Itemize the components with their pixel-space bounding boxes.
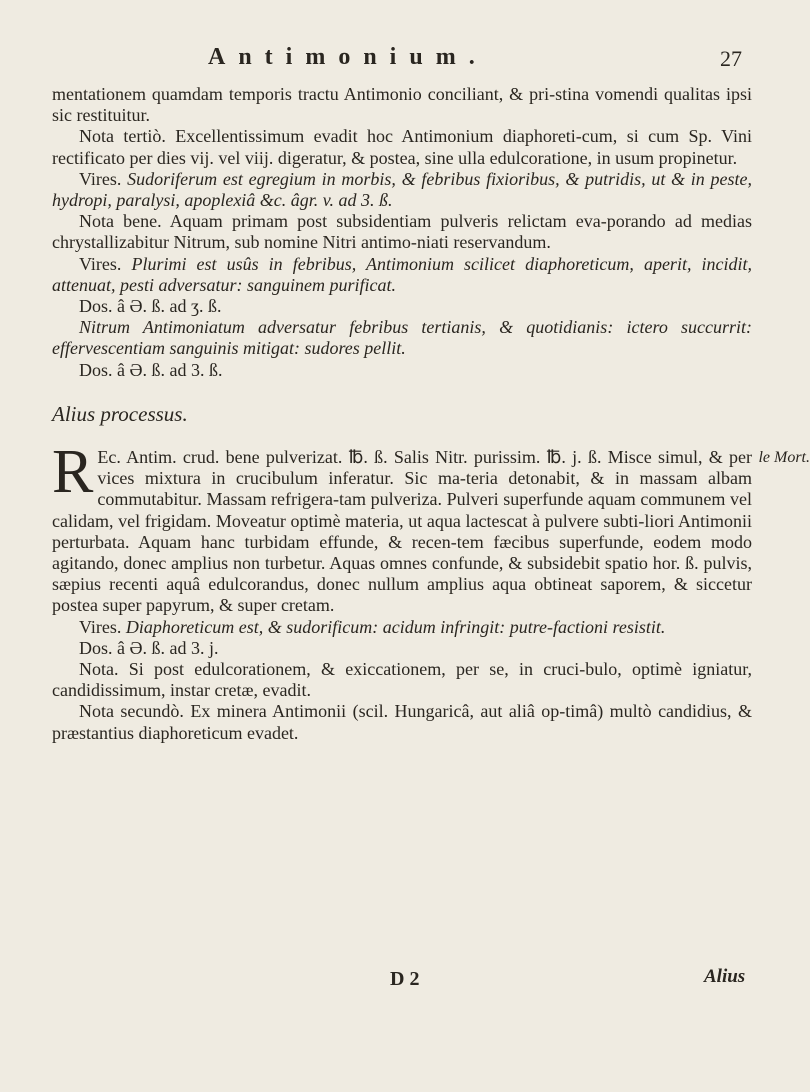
paragraph-nota: Nota. Si post edulcorationem, & exiccationem, per se, in cruci-bulo, optimè igniatur, candidissimum, instar cretæ, evadit.: [52, 659, 752, 701]
dose-line-3: Dos. â Ə. ß. ad 3. j.: [79, 637, 219, 658]
section-title: Alius processus.: [52, 401, 188, 426]
vires-label: Vires.: [79, 168, 122, 189]
paragraph-vires-2: [52, 254, 752, 296]
paragraph-nota-secundo: Nota secundò. Ex minera Antimonii (scil. Hungaricâ, aut aliâ op-timâ) multò candidius, & præstantius diaphoreticum evadet.: [52, 701, 752, 743]
signature-mark: D 2: [390, 968, 420, 990]
running-title: Antimonium.: [208, 44, 488, 70]
paragraph-vires-3: [52, 617, 752, 638]
margin-note: le Mort.: [758, 449, 810, 467]
paragraph-nota-tertio: Nota tertiò. Excellentissimum evadit hoc Antimonium diaphoreti-cum, si cum Sp. Vini rectificato per dies vij. vel viij. digeratur, & postea, sine ulla edulcoratione, in usum propinetur.: [52, 126, 752, 168]
vires-label: Vires.: [79, 616, 122, 637]
page-number: 27: [720, 46, 742, 71]
dose-line-1: Dos. â Ə. ß. ad ʒ. ß.: [79, 296, 222, 317]
vires-text: Diaphoreticum est, & sudorificum: acidum infringit: putre-factioni resistit.: [125, 616, 666, 637]
vires-text: Plurimi est usûs in febribus, Antimonium scilicet diaphoreticum, aperit, incidit, attenuat, pesti adversatur: sanguinem purificat.: [52, 253, 752, 295]
paragraph-continuation: mentationem quamdam temporis tractu Antimonio conciliant, & pri-stina vomendi qualitas ipsi sic restituitur.: [52, 84, 752, 126]
paragraph-vires-1: [52, 169, 752, 211]
paragraph-nota-bene: Nota bene. Aquam primam post subsidentiam pulveris relictam eva-porando ad medias chrystallizabitur Nitrum, sub nomine Nitri antimo-niati reservandum.: [52, 211, 752, 253]
paragraph-nitrum: Nitrum Antimoniatum adversatur febribus tertianis, & quotidianis: ictero succurrit: effervescentiam sanguinis mitigat: sudores pellit.: [52, 317, 752, 359]
vires-label: Vires.: [79, 253, 122, 274]
dose-line-2: Dos. â Ə. ß. ad 3. ß.: [79, 359, 223, 380]
body-text: [52, 84, 810, 744]
vires-text: Sudoriferum est egregium in morbis, & febribus fixioribus, & putridis, ut & in peste, hydropi, paralysi, apoplexiâ &c. âgr. v. ad 3. ß.: [52, 168, 753, 211]
recipe-text: Ec. Antim. crud. bene pulverizat. ℔. ß. Salis Nitr. purissim. ℔. j. ß. Misce simul, & per vices mixtura in crucibulum inferatur. Sic ma-teria detonabit, & in massam albam commutabitur. Massam refrigera-tam pulveriza. Pulveri superfunde aquam communem vel calidam, vel frigidam. Moveatur optimè materia, ut aqua lactescat à pulvere subti-liori Antimonii perturbata. Aquam hanc turbidam effunde, & recen-tem fæcibus superfunde, eodem modo agitando, donec amplius non turbetur. Aquas omnes confunde, & subsidebit spatio hor. ß. pulvis, sæpius recenti aquâ edulcorandus, donec nullum amplius aqua obtineat saporem, & siccetur postea super papyrum, & super cretam.: [52, 447, 752, 616]
recipe-paragraph: [52, 438, 810, 617]
drop-cap: R: [52, 438, 94, 507]
running-head: [0, 44, 800, 78]
catchword: Alius: [704, 966, 746, 987]
